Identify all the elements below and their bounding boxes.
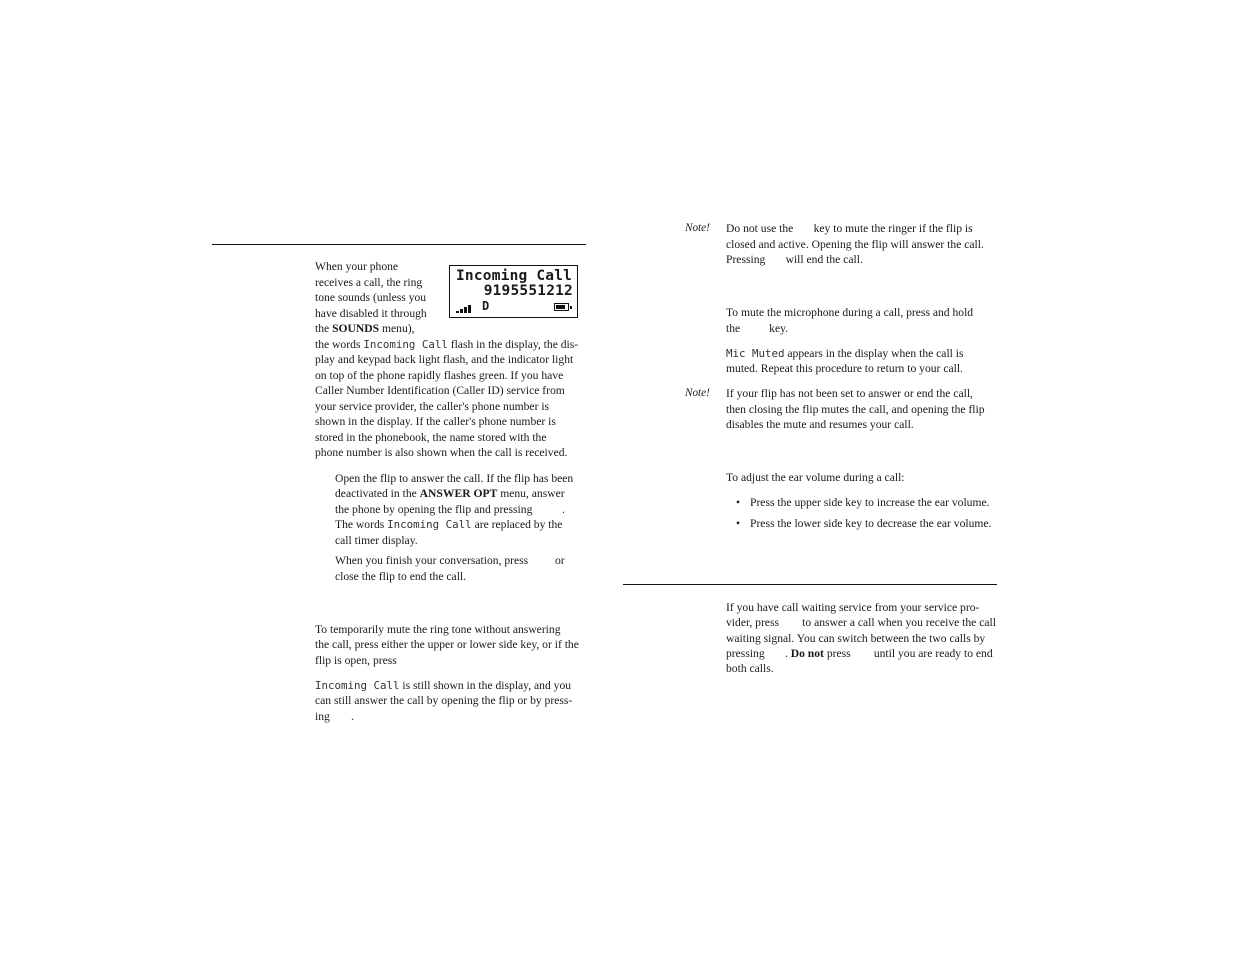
display-line-2: 9195551212 (483, 283, 573, 299)
note-2-line-1: If your flip has not been set to answer or end the call, (726, 387, 973, 400)
digital-indicator: D (482, 299, 490, 313)
intro-line-1: When your phone (315, 260, 399, 273)
ear-volume-intro: To adjust the ear volume during a call: (726, 471, 905, 484)
mic-muted-text: Mic Muted (726, 347, 785, 360)
intro-line-4: have disabled it through (315, 307, 427, 320)
ear-bullet-1: Press the upper side key to increase the ear volume. (750, 496, 990, 509)
body-line-1: play and keypad back light flash, and the indicator light (315, 353, 574, 366)
ear-bullet-2: Press the lower side key to decrease the ear volume. (750, 517, 992, 530)
text: deactivated in the (335, 487, 420, 500)
step-1-line-4 (335, 517, 562, 533)
text: menu), (379, 322, 415, 335)
call-waiting-line-2: vider, press to answer a call when you receive the call (726, 616, 996, 629)
note-label-2: Note! (685, 387, 710, 399)
text: are replaced by the (471, 518, 563, 531)
sounds-menu-name: SOUNDS (332, 322, 380, 335)
still-shown-line-3-end: . (351, 710, 354, 723)
still-shown-line-3: ing (315, 710, 330, 723)
text: is still shown in the display, and you (399, 679, 572, 692)
step-1-line-3: the phone by opening the flip and pressing (335, 503, 533, 516)
step-1-line-1: Open the flip to answer the call. If the flip has been (335, 472, 574, 485)
call-waiting-line-1: If you have call waiting service from your service pro- (726, 601, 980, 614)
note-2-line-3: disables the mute and resumes your call. (726, 418, 914, 431)
incoming-call-text: Incoming Call (387, 518, 472, 531)
do-not-emphasis: Do not (790, 647, 824, 660)
mute-ring-line-2: the call, press either the upper or lower side key, or if the (315, 638, 579, 651)
intro-line-2: receives a call, the ring (315, 276, 423, 289)
signal-strength-icon (456, 305, 474, 313)
incoming-call-text: Incoming Call (315, 679, 400, 692)
text: The words (335, 518, 388, 531)
text: press until you are ready to end (823, 647, 993, 660)
section-rule-right (623, 584, 997, 585)
step-1-line-2 (335, 486, 565, 502)
call-waiting-line-4 (726, 646, 993, 662)
note-label-1: Note! (685, 222, 710, 234)
text: pressing . (726, 647, 791, 660)
step-2-line-2: close the flip to end the call. (335, 570, 467, 583)
mic-muted-line-1 (726, 346, 964, 362)
call-waiting-line-3: waiting signal. You can switch between the two calls by (726, 632, 986, 645)
step-1-line-5: call timer display. (335, 534, 418, 547)
mic-line-2: the key. (726, 322, 789, 335)
body-line-4: your service provider, the caller's phone number is (315, 400, 550, 413)
body-line-2: on top of the phone rapidly flashes green. If you have (315, 369, 564, 382)
phone-display-illustration (449, 265, 578, 318)
section-rule-left (212, 244, 586, 245)
display-line-1: Incoming Call (456, 268, 573, 284)
incoming-call-text: Incoming Call (363, 338, 448, 351)
bullet-icon: • (736, 517, 741, 530)
step-1-line-3-end: . (562, 503, 565, 516)
bullet-icon: • (736, 496, 741, 509)
intro-line-5 (315, 321, 415, 337)
still-shown-line-1 (315, 678, 571, 694)
call-waiting-line-5: both calls. (726, 662, 774, 675)
answer-opt-menu-name: ANSWER OPT (419, 487, 498, 500)
mic-line-1: To mute the microphone during a call, press and hold (726, 306, 974, 319)
body-line-7: phone number is also shown when the call is received. (315, 446, 568, 459)
text: appears in the display when the call is (784, 347, 964, 360)
text: the (315, 322, 333, 335)
still-shown-line-2: can still answer the call by opening the flip or by press- (315, 694, 573, 707)
note-1-line-1: Do not use the key to mute the ringer if the flip is (726, 222, 973, 235)
text: menu, answer (497, 487, 565, 500)
note-1-line-3: Pressing will end the call. (726, 253, 863, 266)
battery-icon (554, 303, 569, 311)
note-2-line-2: then closing the flip mutes the call, and opening the flip (726, 403, 985, 416)
body-line-5: shown in the display. If the caller's phone number is (315, 415, 556, 428)
step-2-line-1: When you finish your conversation, press (335, 554, 529, 567)
body-line-6: stored in the phonebook, the name stored with the (315, 431, 547, 444)
incoming-call-line (315, 337, 578, 353)
step-2-line-1-end: or (555, 554, 565, 567)
intro-line-3: tone sounds (unless you (315, 291, 427, 304)
text: the words (315, 338, 364, 351)
mute-ring-line-1: To temporarily mute the ring tone without answering (315, 623, 561, 636)
body-line-3: Caller Number Identification (Caller ID) service from (315, 384, 565, 397)
text: flash in the display, the dis- (447, 338, 579, 351)
mic-muted-line-2: muted. Repeat this procedure to return to your call. (726, 362, 963, 375)
note-1-line-2: closed and active. Opening the flip will answer the call. (726, 238, 984, 251)
mute-ring-line-3: flip is open, press (315, 654, 397, 667)
